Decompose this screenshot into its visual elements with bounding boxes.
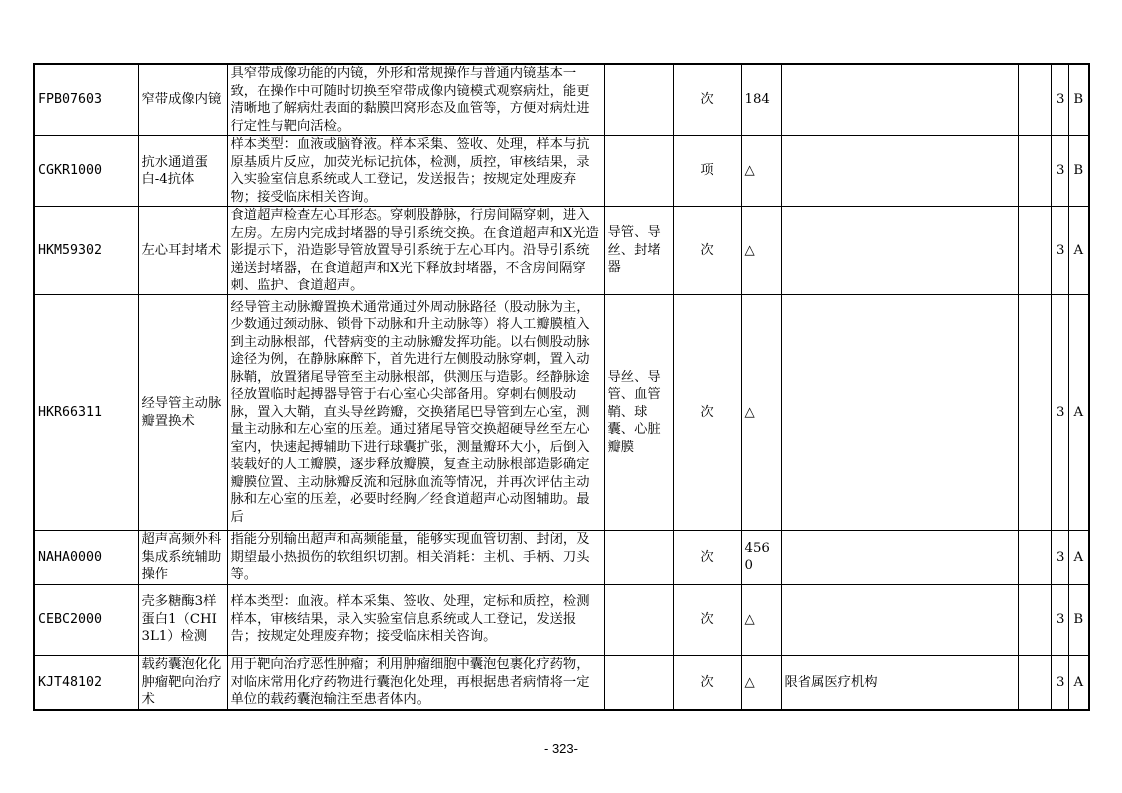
price: △ — [741, 655, 781, 710]
excluded-items — [604, 655, 673, 710]
item-content — [227, 136, 604, 207]
item-content-text: 食道超声检查左心耳形态。穿刺股静脉，行房间隔穿刺，进入左房。左房内完成封堵器的导引系统交换。在食道超声和X光造影提示下，沿造影导管放置导引系统于左心耳内。沿导引系统递送封堵器，在食道超声和X光下释放封堵器，不含房间隔穿刺、监护、食道超声。 — [230, 208, 599, 293]
item-name: 壳多糖酶3样蛋白1（CHI3L1）检测 — [138, 584, 227, 655]
excluded-items: 导丝、导管、血管鞘、球囊、心脏瓣膜 — [604, 295, 673, 531]
table-row — [34, 295, 1089, 531]
table-row — [34, 584, 1089, 655]
excluded-items: 导管、导丝、封堵器 — [604, 207, 673, 295]
item-name: 经导管主动脉瓣置换术 — [138, 295, 227, 531]
item-name: 窄带成像内镜 — [138, 64, 227, 136]
table-row — [34, 64, 1089, 136]
item-name: 载药囊泡化化肿瘤靶向治疗术 — [138, 655, 227, 710]
price: △ — [741, 207, 781, 295]
item-content-text: 用于靶向治疗恶性肿瘤；利用肿瘤细胞中囊泡包裹化疗药物，对临床常用化疗药物进行囊泡化处理，再根据患者病情将一定单位的载药囊泡输注至患者体内。 — [230, 657, 590, 707]
price: 184 — [741, 64, 781, 136]
price: △ — [741, 136, 781, 207]
page-number: - 323- — [544, 741, 578, 756]
item-content — [227, 207, 604, 295]
excluded-items — [604, 531, 673, 585]
item-content-text: 具窄带成像功能的内镜，外形和常规操作与普通内镜基本一致，在操作中可随时切换至窄带成像内镜模式观察病灶，能更清晰地了解病灶表面的黏膜凹窝形态及血管等，方便对病灶进行定性与靶向活检。 — [230, 66, 590, 134]
charge-unit: 次 — [673, 584, 741, 655]
item-code: KJT48102 — [34, 655, 138, 710]
price: 4560 — [741, 531, 781, 585]
category-grade: B — [1068, 136, 1089, 207]
blank-cell — [1018, 531, 1051, 585]
blank-cell — [1018, 295, 1051, 531]
item-content-text: 样本类型：血液。样本采集、签收、处理，定标和质控，检测样本，审核结果，录入实验室信息系统或人工登记，发送报告；按规定处理废弃物；接受临床相关咨询。 — [230, 594, 590, 645]
excluded-items — [604, 64, 673, 136]
remark: 限省属医疗机构 — [781, 655, 1018, 710]
table-row — [34, 531, 1089, 585]
item-content-text: 指能分别输出超声和高频能量，能够实现血管切割、封闭，及期望最小热损伤的软组织切割。相关消耗：主机、手柄、刀头等。 — [230, 532, 590, 583]
category-number: 3 — [1051, 64, 1068, 136]
category-number: 3 — [1051, 584, 1068, 655]
category-number: 3 — [1051, 531, 1068, 585]
item-name: 抗水通道蛋白-4抗体 — [138, 136, 227, 207]
blank-cell — [1018, 136, 1051, 207]
item-content — [227, 531, 604, 585]
category-number: 3 — [1051, 295, 1068, 531]
charge-unit: 项 — [673, 136, 741, 207]
item-name: 左心耳封堵术 — [138, 207, 227, 295]
category-number: 3 — [1051, 655, 1068, 710]
category-grade: A — [1068, 295, 1089, 531]
excluded-items — [604, 584, 673, 655]
item-code: HKM59302 — [34, 207, 138, 295]
remark — [781, 136, 1018, 207]
fee-schedule-table — [33, 63, 1090, 711]
remark — [781, 584, 1018, 655]
category-number: 3 — [1051, 136, 1068, 207]
table-row — [34, 136, 1089, 207]
blank-cell — [1018, 207, 1051, 295]
item-code: CEBC2000 — [34, 584, 138, 655]
blank-cell — [1018, 655, 1051, 710]
item-content — [227, 295, 604, 531]
excluded-items — [604, 136, 673, 207]
price: △ — [741, 584, 781, 655]
item-code: HKR66311 — [34, 295, 138, 531]
remark — [781, 207, 1018, 295]
item-content — [227, 655, 604, 710]
item-content — [227, 584, 604, 655]
category-grade: B — [1068, 64, 1089, 136]
category-grade: B — [1068, 584, 1089, 655]
blank-cell — [1018, 64, 1051, 136]
item-code: NAHA0000 — [34, 531, 138, 585]
charge-unit: 次 — [673, 655, 741, 710]
remark — [781, 64, 1018, 136]
remark — [781, 531, 1018, 585]
item-code: CGKR1000 — [34, 136, 138, 207]
item-content-text: 经导管主动脉瓣置换术通常通过外周动脉路径（股动脉为主，少数通过颈动脉、锁骨下动脉和升主动脉等）将人工瓣膜植入到主动脉根部，代替病变的主动脉瓣发挥功能。以右侧股动脉途径为例，在静脉麻醉下，首先进行左侧股动脉穿刺，置入动脉鞘，放置猪尾导管至主动脉根部，供测压与造影。经静脉途径放置临时起搏器导管于右心室心尖部备用。穿刺右侧股动脉，置入大鞘，直头导丝跨瓣，交换猪尾巴导管到左心室，测量主动脉和左心室的压差。通过猪尾导管交换超硬导丝至左心室内，快速起搏辅助下进行球囊扩张，测量瓣环大小，后倒入装载好的人工瓣膜，逐步释放瓣膜，复查主动脉根部造影确定瓣膜位置、主动脉瓣反流和冠脉血流等情况，并再次评估主动脉和左心室的压差，必要时经胸／经食道超声心动图辅助。最后 — [230, 299, 590, 525]
charge-unit: 次 — [673, 64, 741, 136]
item-content-text: 样本类型：血液或脑脊液。样本采集、签收、处理，样本与抗原基质片反应，加荧光标记抗体，检测，质控，审核结果，录入实验室信息系统或人工登记，发送报告；按规定处理废弃物；接受临床相关咨询。 — [230, 137, 590, 205]
category-number: 3 — [1051, 207, 1068, 295]
item-content — [227, 64, 604, 136]
charge-unit: 次 — [673, 207, 741, 295]
remark — [781, 295, 1018, 531]
price: △ — [741, 295, 781, 531]
category-grade: A — [1068, 655, 1089, 710]
item-code: FPB07603 — [34, 64, 138, 136]
charge-unit: 次 — [673, 295, 741, 531]
category-grade: A — [1068, 207, 1089, 295]
item-name: 超声高频外科集成系统辅助操作 — [138, 531, 227, 585]
table-row — [34, 655, 1089, 710]
table-row — [34, 207, 1089, 295]
charge-unit: 次 — [673, 531, 741, 585]
category-grade: A — [1068, 531, 1089, 585]
blank-cell — [1018, 584, 1051, 655]
